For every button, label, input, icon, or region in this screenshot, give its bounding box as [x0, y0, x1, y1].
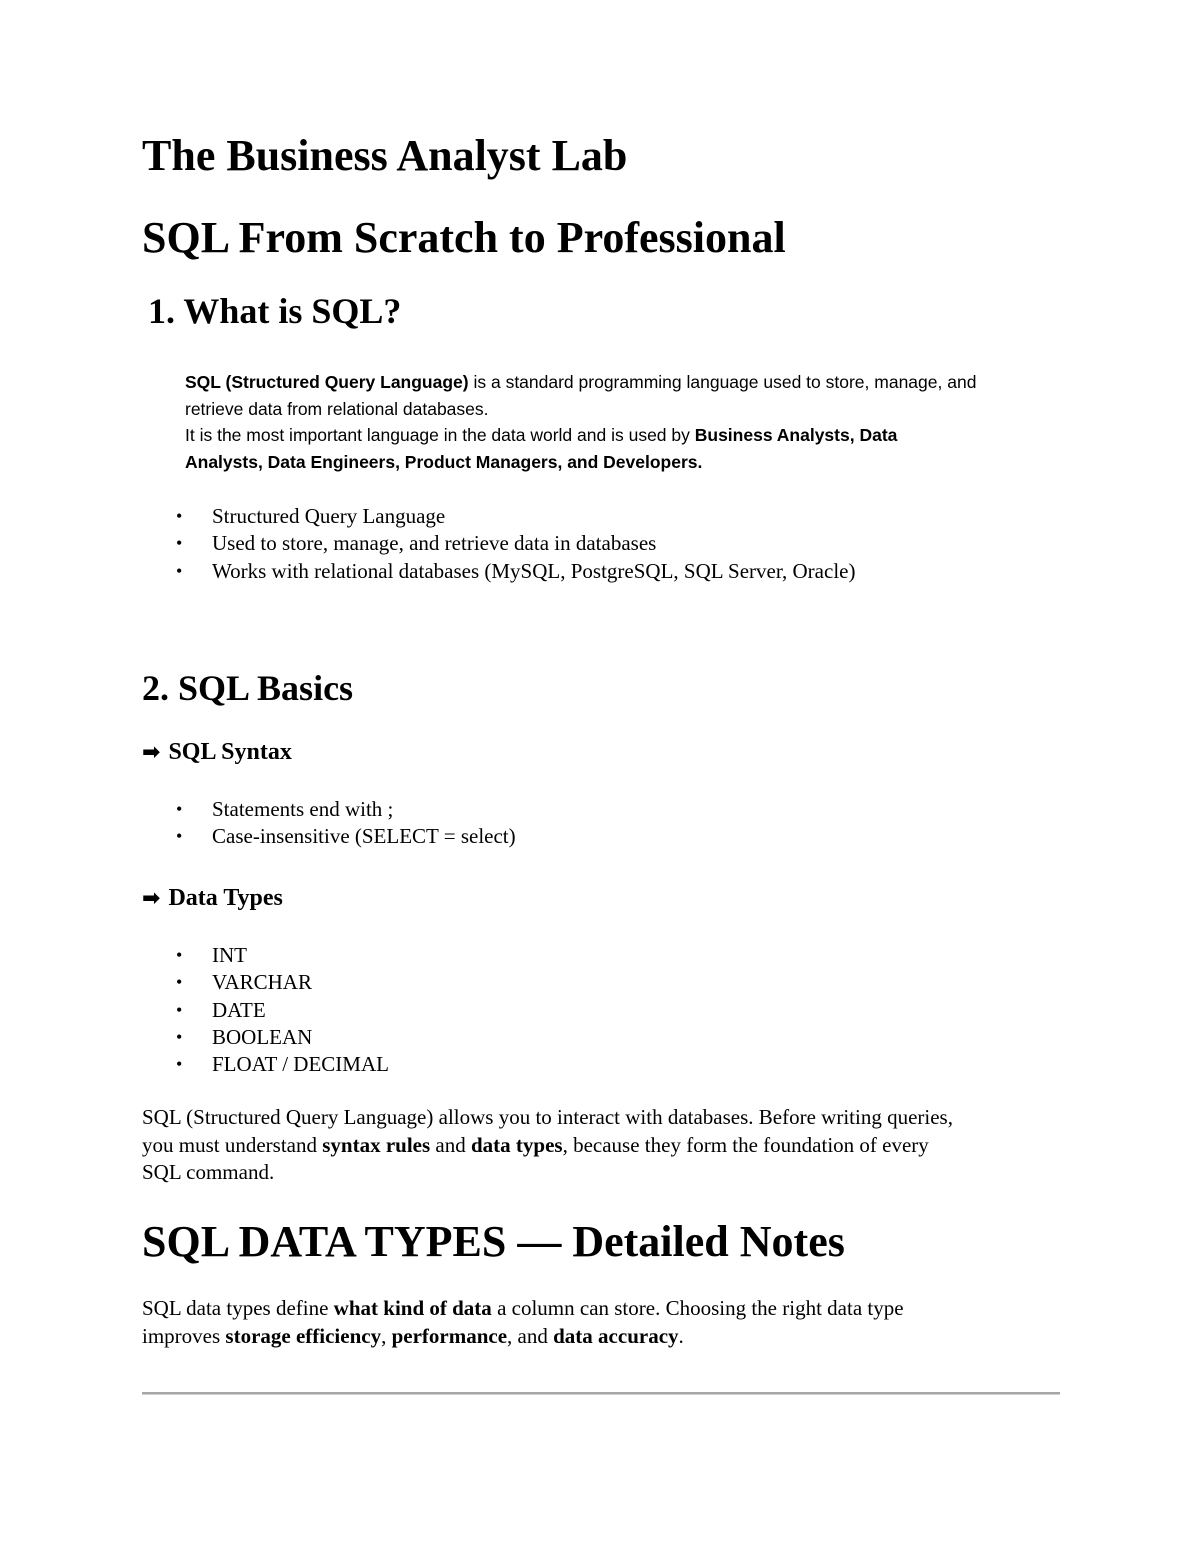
list-item — [142, 558, 855, 585]
bold-data-accuracy: data accuracy — [553, 1323, 679, 1348]
body-text: SQL data types define — [142, 1296, 334, 1320]
list-item — [142, 1051, 389, 1078]
list-item-text: Case-insensitive (SELECT = select) — [212, 824, 516, 849]
intro-period: . — [697, 451, 703, 472]
list-item — [142, 1024, 389, 1051]
list-item-text: Structured Query Language — [212, 504, 446, 528]
body-text: , — [381, 1323, 392, 1348]
bullet-icon: • — [176, 826, 183, 847]
bold-performance: performance — [391, 1323, 508, 1348]
intro-text: is a standard programming language used to store, manage, and — [468, 372, 977, 392]
list-item — [142, 969, 389, 996]
section-1-heading: 1. What is SQL? — [148, 291, 402, 331]
section-3-line-1 — [142, 1295, 904, 1323]
body-text: improves — [142, 1323, 226, 1348]
bold-kind-of-data: what kind of data — [333, 1296, 492, 1320]
section-3-body — [142, 1295, 904, 1350]
bullet-icon: • — [176, 1026, 183, 1047]
bold-storage-efficiency: storage efficiency — [225, 1323, 382, 1348]
datatypes-subheading-text: Data Types — [168, 885, 283, 911]
list-item — [142, 997, 389, 1024]
arrow-right-icon: ➡ — [142, 886, 161, 911]
bullet-icon: • — [176, 999, 183, 1020]
document-subtitle: SQL From Scratch to Professional — [142, 213, 786, 262]
section-1-bullet-list — [142, 503, 855, 585]
summary-bold-datatypes: data types — [471, 1132, 563, 1157]
summary-line-3: SQL command. — [142, 1160, 275, 1184]
bullet-icon: • — [176, 560, 183, 581]
summary-text: and — [430, 1132, 471, 1157]
syntax-subheading — [142, 740, 292, 764]
list-item-text: Works with relational databases (MySQL, PostgreSQL, SQL Server, Oracle) — [212, 558, 856, 583]
bullet-icon: • — [176, 945, 183, 965]
datatypes-subheading — [142, 886, 283, 910]
bullet-icon: • — [176, 533, 183, 554]
list-item — [142, 823, 516, 850]
list-item-text: DATE — [212, 997, 266, 1022]
body-text: , and — [507, 1323, 554, 1348]
summary-bold-syntax: syntax rules — [322, 1132, 431, 1157]
section-3-heading: SQL DATA TYPES — Detailed Notes — [142, 1217, 845, 1266]
summary-text: , because they form the foundation of every — [562, 1132, 929, 1157]
intro-text: It is the most important language in the data world and is used by — [185, 425, 695, 445]
arrow-right-icon: ➡ — [142, 740, 161, 765]
bullet-icon: • — [176, 506, 183, 526]
intro-bold-term: SQL (Structured Query Language) — [185, 372, 469, 392]
intro-line-1 — [185, 369, 976, 396]
section-2-heading: 2. SQL Basics — [142, 668, 354, 708]
intro-line-4 — [185, 449, 976, 476]
summary-text: you must understand — [142, 1132, 323, 1157]
section-2-summary — [142, 1104, 953, 1187]
list-item — [142, 796, 516, 823]
syntax-bullet-list — [142, 796, 516, 851]
bullet-icon: • — [176, 1054, 183, 1075]
syntax-subheading-text: SQL Syntax — [168, 739, 292, 765]
intro-bold-roles: Business Analysts, Data — [694, 425, 898, 445]
list-item-text: FLOAT / DECIMAL — [212, 1052, 389, 1077]
summary-line-2 — [142, 1132, 953, 1160]
list-item — [142, 503, 855, 530]
summary-line-1: SQL (Structured Query Language) allows you to interact with databases. Before writing queries, — [142, 1105, 953, 1129]
bullet-icon: • — [176, 799, 183, 819]
list-item-text: BOOLEAN — [212, 1024, 313, 1049]
section-1-intro — [185, 369, 976, 475]
list-item — [142, 530, 855, 557]
list-item-text: Used to store, manage, and retrieve data in databases — [212, 531, 657, 556]
intro-line-2: retrieve data from relational databases. — [185, 398, 489, 419]
list-item-text: INT — [212, 943, 247, 967]
body-text: . — [678, 1323, 684, 1348]
section-3-line-2 — [142, 1323, 904, 1351]
document-title: The Business Analyst Lab — [142, 131, 628, 180]
list-item-text: Statements end with ; — [212, 797, 394, 821]
body-text: a column can store. Choosing the right data type — [491, 1296, 904, 1320]
intro-bold-roles: Analysts, Data Engineers, Product Managers, and Developers — [185, 451, 698, 472]
horizontal-rule — [142, 1392, 1060, 1395]
list-item-text: VARCHAR — [212, 970, 312, 995]
bullet-icon: • — [176, 972, 183, 993]
datatypes-bullet-list — [142, 942, 389, 1078]
intro-line-3 — [185, 422, 976, 449]
list-item — [142, 942, 389, 969]
